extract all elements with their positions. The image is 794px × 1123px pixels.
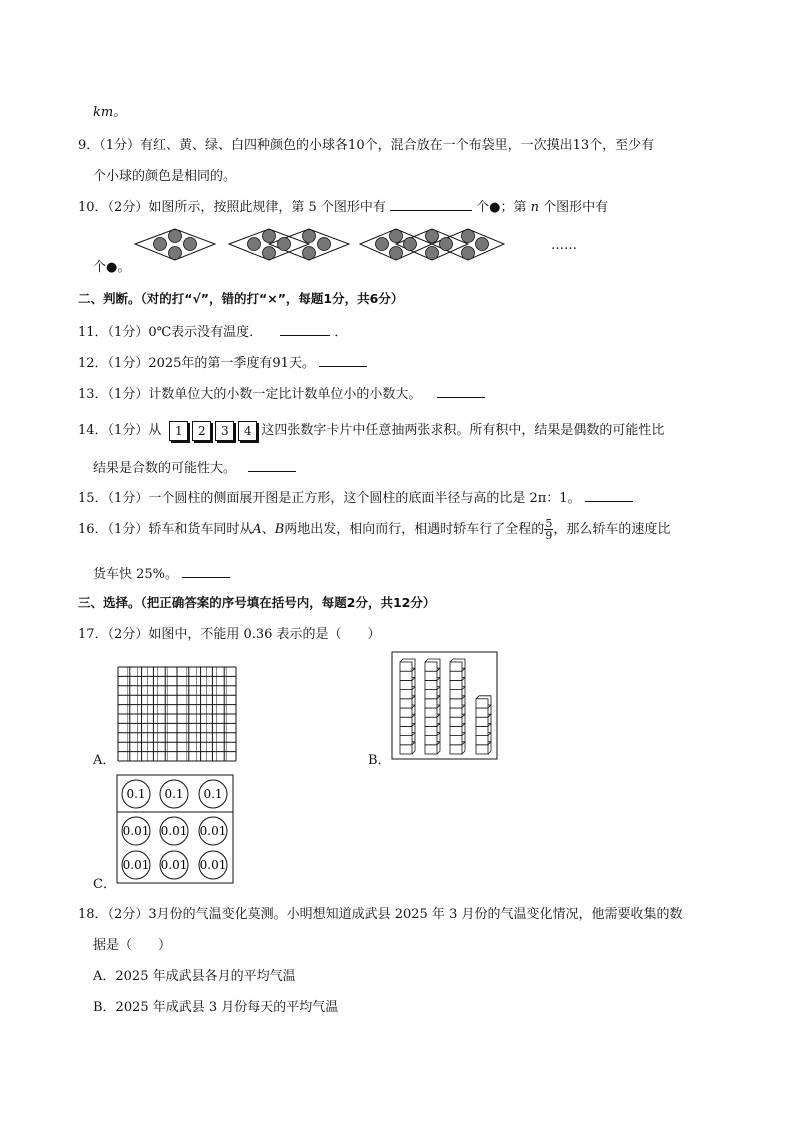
- q9-line1: 9．（1分）有红、黄、绿、白四种颜色的小球各10个，混合放在一个布袋里，一次摸出13个，至少有: [78, 138, 655, 153]
- q10-prefix: 10．（2分）如图所示，按照此规律，第 5 个图形中有: [78, 200, 386, 215]
- dot-pattern-figure-3: [358, 224, 508, 270]
- q18-option-a[interactable]: A．2025 年成武县各月的平均气温: [93, 969, 296, 984]
- q10-line2: 个●。: [93, 260, 131, 275]
- q16-line1: [78, 518, 670, 541]
- q12: [78, 352, 367, 371]
- block-towers-figure: [390, 650, 500, 762]
- svg-text:0.01: 0.01: [160, 858, 188, 872]
- answer-blank[interactable]: [280, 334, 330, 336]
- answer-blank[interactable]: [437, 396, 485, 398]
- q10-suffix: 个图形中有: [543, 200, 609, 215]
- q15-text: 15．（1分）一个圆柱的侧面展开图是正方形，这个圆柱的底面半径与高的比是 2π：1。: [78, 491, 581, 506]
- q11: [78, 321, 347, 340]
- q10-n: n: [530, 200, 539, 215]
- decimal-discs-figure: [116, 774, 236, 886]
- q16-suffix: ，那么轿车的速度比: [553, 522, 671, 537]
- hundred-grid-figure: [116, 665, 238, 765]
- q16-mid: 两地出发，相向而行，相遇时轿车行了全程的: [284, 522, 545, 537]
- q11-end: ．: [334, 325, 348, 340]
- q13: [78, 383, 485, 402]
- number-card: 4: [238, 421, 257, 441]
- q17-stem: 17．（2分）如图中，不能用 0.36 表示的是（ ）: [78, 627, 381, 642]
- section-2-heading: 二、判断。（对的打“√”，错的打“×”，每题1分，共6分）: [78, 291, 404, 306]
- q14-line1: [78, 419, 664, 441]
- q18-line2: 据是（ ）: [93, 938, 172, 953]
- answer-blank[interactable]: [585, 500, 633, 502]
- q11-text: 11．（1分）0℃表示没有温度．: [78, 325, 263, 340]
- q14-line2-text: 结果是合数的可能性大。: [93, 461, 237, 476]
- q16-point-a: A: [252, 522, 262, 537]
- q10-mid: 个●；第: [476, 200, 527, 215]
- q18-line1: 18．（2分）3月份的气温变化莫测。小明想知道成武县 2025 年 3 月份的气温变化情况，他需要收集的数: [78, 907, 683, 922]
- svg-text:0.01: 0.01: [160, 824, 188, 838]
- q8-tail: km。: [93, 105, 127, 120]
- q13-text: 13．（1分）计数单位大的小数一定比计数单位小的小数大。: [78, 387, 422, 402]
- fraction-numerator: 5: [545, 517, 553, 530]
- number-card: 3: [215, 421, 234, 441]
- q16-sep: 、: [261, 522, 275, 537]
- option-b-label[interactable]: B．: [368, 753, 391, 768]
- number-card: 1: [169, 421, 188, 441]
- fraction: [544, 518, 553, 541]
- q16-line2-text: 货车快 25%。: [93, 567, 179, 582]
- svg-text:0.01: 0.01: [122, 858, 150, 872]
- svg-text:0.01: 0.01: [122, 824, 150, 838]
- q18-option-b[interactable]: B．2025 年成武县 3 月份每天的平均气温: [93, 1000, 339, 1015]
- q14-suffix: 这四张数字卡片中任意抽两张求积。所有积中，结果是偶数的可能性比: [261, 423, 665, 438]
- answer-blank[interactable]: [319, 365, 367, 367]
- pattern-ellipsis: ……: [551, 238, 577, 253]
- q14-line2: [93, 457, 296, 476]
- pattern-figure-1: [135, 229, 215, 260]
- answer-blank[interactable]: [182, 576, 230, 578]
- svg-text:0.1: 0.1: [203, 787, 223, 801]
- option-a-label[interactable]: A．: [93, 753, 116, 768]
- answer-blank[interactable]: [390, 209, 472, 211]
- number-card: 2: [192, 421, 211, 441]
- svg-text:0.1: 0.1: [164, 787, 184, 801]
- q15: [78, 487, 633, 506]
- q16-line2: [93, 563, 230, 582]
- svg-text:0.01: 0.01: [199, 858, 227, 872]
- option-c-label[interactable]: C．: [93, 877, 116, 892]
- q10-line1: [78, 196, 608, 215]
- q14-prefix: 14．（1分）从: [78, 423, 162, 438]
- section-3-heading: 三、选择。（把正确答案的序号填在括号内，每题2分，共12分）: [78, 595, 436, 610]
- q9-line2: 个小球的颜色是相同的。: [93, 169, 237, 184]
- q12-text: 12．（1分）2025年的第一季度有91天。: [78, 356, 315, 371]
- answer-blank[interactable]: [248, 470, 296, 472]
- svg-text:0.01: 0.01: [199, 824, 227, 838]
- pattern-figure-2: [229, 229, 349, 260]
- fraction-denominator: 9: [545, 529, 553, 542]
- svg-text:0.1: 0.1: [126, 787, 146, 801]
- q16-prefix: 16．（1分）轿车和货车同时从: [78, 522, 253, 537]
- q16-point-b: B: [274, 522, 285, 537]
